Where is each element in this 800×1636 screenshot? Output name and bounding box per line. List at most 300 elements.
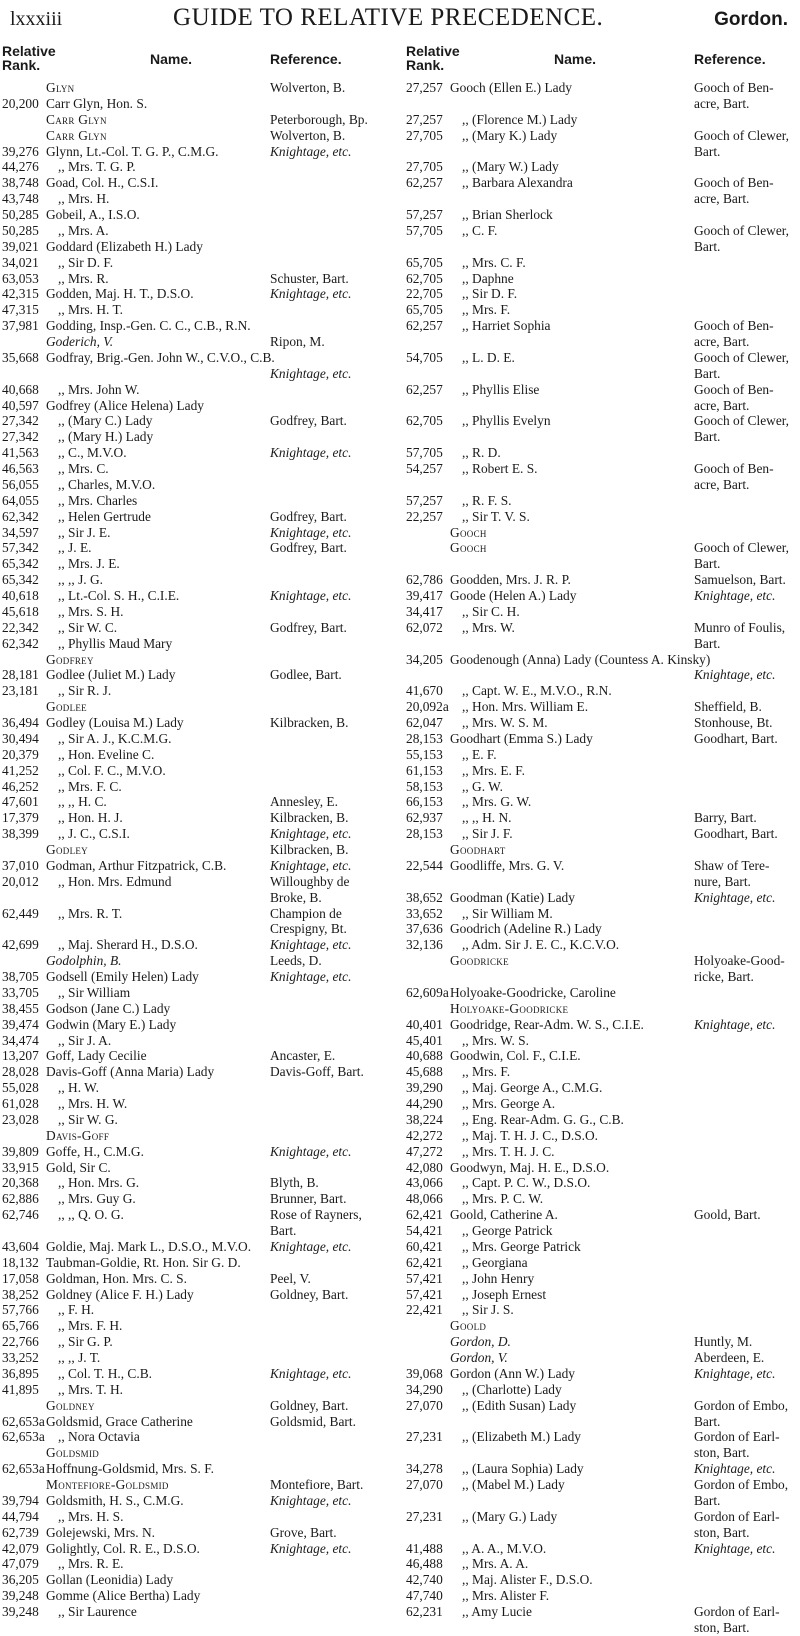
entry-reference: Barry, Bart. (694, 810, 757, 826)
list-item (2, 271, 397, 287)
list-item (2, 1064, 397, 1080)
relative-rank: 42,080 (406, 1159, 443, 1175)
list-item (2, 1572, 397, 1588)
list-item (2, 1461, 397, 1477)
relative-rank: 62,705 (406, 413, 443, 429)
relative-rank: 35,668 (2, 349, 39, 365)
list-item (406, 1271, 800, 1287)
list-item (406, 683, 800, 699)
entry-name: Goodricke (450, 953, 509, 969)
list-item (2, 80, 397, 96)
entry-reference: Knightage, etc. (694, 889, 776, 905)
list-item (2, 96, 397, 112)
entry-reference: Knightage, etc. (694, 667, 776, 683)
relative-rank: 34,290 (406, 1381, 443, 1397)
relative-rank: 23,181 (2, 683, 39, 699)
relative-rank: 40,401 (406, 1016, 443, 1032)
relative-rank: 57,342 (2, 540, 39, 556)
list-item (2, 1223, 397, 1239)
left-column (2, 44, 397, 1620)
list-item (2, 286, 397, 302)
list-item (406, 810, 800, 826)
entry-reference: Gooch of Clewer, (694, 540, 790, 556)
entry-name: Goold (450, 1318, 487, 1334)
list-item (2, 509, 397, 525)
entry-name: ,, Mrs. Alister F. (462, 1588, 550, 1604)
entry-name: ,, J. E. (58, 540, 92, 556)
entry-reference: Knightage, etc. (270, 1492, 352, 1508)
entry-name: Godman, Arthur Fitzpatrick, C.B. (46, 857, 227, 873)
list-item (2, 810, 397, 826)
list-item (406, 556, 800, 572)
list-item (406, 969, 800, 985)
relative-rank: 62,231 (406, 1604, 443, 1619)
list-item (406, 985, 800, 1001)
relative-rank: 62,047 (406, 715, 443, 730)
entry-name: ,, ,, H. C. (58, 794, 107, 810)
list-item (406, 1382, 800, 1398)
entry-reference: Kilbracken, B. (270, 810, 349, 826)
list-item (406, 461, 800, 477)
list-item (2, 604, 397, 620)
entry-reference: Shaw of Tere- (694, 857, 770, 873)
list-item (406, 874, 800, 890)
name-heading: Name. (554, 51, 597, 67)
entry-name: ,, Harriet Sophia (462, 318, 551, 334)
list-item (2, 429, 397, 445)
entry-name: Godfray, Brig.-Gen. John W., C.V.O., C.B. (46, 349, 275, 365)
entry-reference: Wolverton, B. (270, 80, 346, 95)
list-item (406, 906, 800, 922)
entry-name: ,, Maj. Sherard H., D.S.O. (58, 937, 198, 953)
relative-rank: 39,809 (2, 1143, 39, 1159)
list-item (2, 1160, 397, 1176)
list-item (406, 493, 800, 509)
entry-name: ,, Mrs. F. C. (58, 778, 122, 794)
relative-rank: 42,079 (2, 1540, 39, 1556)
list-item (2, 128, 397, 144)
list-item (406, 445, 800, 461)
entry-name: Goodenough (Anna) Lady (Countess A. Kinsky) (450, 651, 711, 667)
relative-rank: 37,636 (406, 921, 443, 937)
entry-name: ,, Sir T. V. S. (462, 508, 530, 524)
list-item (2, 191, 397, 207)
relative-rank: 27,070 (406, 1397, 443, 1413)
relative-rank: 22,544 (406, 857, 443, 873)
list-item (2, 1033, 397, 1049)
entry-reference: Bart. (694, 429, 721, 445)
list-item (406, 1175, 800, 1191)
list-item (406, 382, 800, 398)
list-item (406, 652, 800, 668)
entry-reference: Stonhouse, Bt. (694, 715, 773, 730)
list-item (2, 382, 397, 398)
entry-name: ,, Mrs. C. (58, 461, 109, 476)
entry-reference: Godfrey, Bart. (270, 413, 347, 429)
entry-name: ,, Maj. George A., C.M.G. (462, 1080, 603, 1096)
page-number: lxxxiii (10, 8, 63, 30)
entry-name: Carr Glyn, Hon. S. (46, 95, 148, 111)
relative-rank: 54,705 (406, 349, 443, 365)
relative-rank: 40,597 (2, 397, 39, 413)
entry-name: ,, Mrs. S. H. (58, 603, 124, 619)
relative-rank: 57,257 (406, 207, 443, 222)
entry-name: ,, Mrs. R. (58, 270, 109, 286)
relative-rank: 61,153 (406, 762, 443, 778)
entry-name: ,, Georgiana (462, 1254, 528, 1270)
entry-name: Godden, Maj. H. T., D.S.O. (46, 286, 194, 302)
relative-rank: 62,705 (406, 270, 443, 286)
relative-rank: 62,739 (2, 1524, 39, 1540)
relative-rank: 43,066 (406, 1175, 443, 1191)
entry-reference: Knightage, etc. (270, 937, 352, 953)
reference-heading: Reference. (694, 51, 766, 67)
entry-name: ,, Capt. W. E., M.V.O., R.N. (462, 683, 612, 699)
relative-rank: 62,746 (2, 1207, 39, 1223)
relative-rank: 38,399 (2, 826, 39, 842)
entry-reference: Bart. (694, 365, 721, 381)
list-item (2, 1429, 397, 1445)
entry-name: ,, Adm. Sir J. E. C., K.C.V.O. (462, 937, 620, 953)
entry-reference: Knightage, etc. (270, 1540, 352, 1556)
list-item (406, 1445, 800, 1461)
relative-rank: 39,794 (2, 1492, 39, 1508)
list-item (406, 350, 800, 366)
list-item (406, 921, 800, 937)
entry-reference: Gordon of Earl- (694, 1604, 780, 1619)
relative-rank: 62,653a (2, 1413, 45, 1429)
entry-name: Goodliffe, Mrs. G. V. (450, 857, 565, 873)
relative-rank: 54,257 (406, 461, 443, 476)
entry-name: Goad, Col. H., C.S.I. (46, 175, 159, 191)
relative-rank: 43,748 (2, 191, 39, 207)
list-item (406, 1477, 800, 1493)
entry-name: Godlee (46, 699, 87, 715)
list-item (406, 953, 800, 969)
relative-rank: 62,653a (2, 1429, 45, 1445)
entry-reference: Bart. (694, 143, 721, 159)
entry-name: ,, Mrs. John W. (58, 381, 140, 397)
relative-rank: 38,652 (406, 889, 443, 905)
relative-rank: 27,705 (406, 159, 443, 175)
list-item (2, 223, 397, 239)
name-heading: Name. (150, 51, 193, 67)
entry-reference: Knightage, etc. (270, 365, 352, 381)
relative-rank: 65,342 (2, 572, 39, 588)
entry-reference: Knightage, etc. (270, 286, 352, 302)
entry-reference: Crespigny, Bt. (270, 921, 347, 937)
list-item (406, 1144, 800, 1160)
entry-reference: Knightage, etc. (694, 1365, 776, 1381)
list-item (406, 1414, 800, 1430)
list-item (2, 921, 397, 937)
list-item (2, 1302, 397, 1318)
entry-reference: Leeds, D. (270, 953, 322, 969)
relative-rank: 44,290 (406, 1096, 443, 1111)
relative-rank: 65,705 (406, 302, 443, 318)
entry-name: Carr Glyn (46, 127, 107, 143)
list-item (2, 683, 397, 699)
page-header (0, 0, 800, 36)
entry-name: Glyn (46, 80, 75, 95)
entry-name: ,, (Mary C.) Lady (58, 413, 153, 429)
entry-name: Glynn, Lt.-Col. T. G. P., C.M.G. (46, 143, 219, 159)
entry-reference: acre, Bart. (694, 476, 750, 492)
list-item (406, 398, 800, 414)
entry-name: ,, Mrs. C. F. (462, 254, 526, 270)
entry-reference: Gordon of Embo, (694, 1477, 789, 1492)
relative-rank: 23,028 (2, 1111, 39, 1127)
list-item (2, 906, 397, 922)
right-column (406, 44, 800, 1636)
entry-name: ,, Sir C. H. (462, 603, 520, 619)
entry-name: ,, ,, H. N. (462, 810, 512, 826)
relative-rank: 46,252 (2, 778, 39, 794)
entry-reference: Knightage, etc. (270, 969, 352, 984)
entry-reference: Knightage, etc. (694, 1540, 776, 1556)
entry-name: ,, Sir W. G. (58, 1111, 118, 1127)
entry-name: ,, Mrs. W. S. (462, 1032, 529, 1048)
relative-rank: 58,153 (406, 778, 443, 794)
entry-name: ,, Helen Gertrude (58, 508, 151, 524)
list-item (406, 763, 800, 779)
entry-name: Goodridge, Rear-Adm. W. S., C.I.E. (450, 1016, 644, 1032)
list-item (2, 731, 397, 747)
relative-rank: 28,181 (2, 667, 39, 683)
list-item (406, 1572, 800, 1588)
entry-reference: Knightage, etc. (270, 445, 352, 461)
relative-rank: 50,285 (2, 222, 39, 238)
entry-reference: nure, Bart. (694, 873, 751, 889)
entry-reference: Godlee, Bart. (270, 667, 342, 683)
relative-rank: 28,028 (2, 1064, 39, 1080)
relative-rank: 22,421 (406, 1302, 443, 1318)
list-item (406, 890, 800, 906)
entry-reference: Samuelson, Bart. (694, 572, 786, 588)
list-item (406, 1556, 800, 1572)
entry-name: ,, Mrs. E. F. (462, 762, 525, 778)
entry-name: ,, A. A., M.V.O. (462, 1540, 547, 1556)
entry-name: ,, Mrs. H. S. (58, 1508, 124, 1524)
relative-rank: 40,688 (406, 1048, 443, 1064)
relative-rank: 62,421 (406, 1207, 443, 1223)
list-item (2, 636, 397, 652)
relative-rank: 36,895 (2, 1365, 39, 1381)
list-item (2, 1175, 397, 1191)
list-item (2, 1541, 397, 1557)
list-item (406, 572, 800, 588)
entry-reference: acre, Bart. (694, 191, 750, 207)
list-item (406, 1080, 800, 1096)
relative-rank: 44,794 (2, 1508, 39, 1524)
list-item (406, 588, 800, 604)
list-item (2, 302, 397, 318)
entry-reference: ricke, Bart. (694, 969, 754, 984)
relative-rank: 56,055 (2, 476, 39, 492)
relative-rank: 42,699 (2, 937, 39, 953)
list-item (406, 1033, 800, 1049)
entry-name: ,, John Henry (462, 1270, 535, 1286)
entry-reference: Willoughby de (270, 873, 350, 889)
left-entries (2, 80, 397, 1620)
entry-reference: Knightage, etc. (694, 1016, 776, 1032)
section-heading: Gordon. (714, 9, 788, 30)
list-item (2, 1445, 397, 1461)
entry-name: ,, (Laura Sophia) Lady (462, 1461, 584, 1477)
entry-name: ,, Robert E. S. (462, 461, 538, 476)
entry-name: Goodwyn, Maj. H. E., D.S.O. (450, 1159, 610, 1175)
list-item (2, 1318, 397, 1334)
list-item (2, 1350, 397, 1366)
entry-name: Gooch (450, 540, 487, 556)
relative-rank: 28,153 (406, 826, 443, 842)
entry-name: Goldsmid, Grace Catherine (46, 1413, 193, 1429)
entry-reference: Bart. (270, 1223, 297, 1238)
list-item (406, 80, 800, 96)
entry-name: ,, Nora Octavia (58, 1429, 140, 1445)
list-item (2, 652, 397, 668)
relative-rank: 34,474 (2, 1032, 39, 1048)
relative-rank: 54,421 (406, 1223, 443, 1238)
list-item (2, 985, 397, 1001)
list-item (406, 318, 800, 334)
entry-name: ,, Mrs. T. H. (58, 1381, 123, 1397)
relative-rank: 39,474 (2, 1016, 39, 1032)
list-item (2, 620, 397, 636)
entry-reference: Peterborough, Bp. (270, 111, 368, 127)
list-item (2, 1398, 397, 1414)
list-item (406, 1461, 800, 1477)
entry-name: ,, Sir R. J. (58, 683, 112, 699)
list-item (2, 1493, 397, 1509)
entry-name: ,, (Mary W.) Lady (462, 159, 559, 175)
list-item (2, 1287, 397, 1303)
entry-name: ,, Mrs. George Patrick (462, 1238, 581, 1254)
relative-rank: 62,653a (2, 1461, 45, 1477)
entry-name: ,, Mrs. A. A. (462, 1556, 529, 1572)
list-item (406, 1493, 800, 1509)
relative-rank: 42,740 (406, 1572, 443, 1588)
entry-name: ,, (Florence M.) Lady (462, 111, 578, 127)
relative-rank: 48,066 (406, 1191, 443, 1207)
list-item (2, 112, 397, 128)
entry-reference: Montefiore, Bart. (270, 1477, 364, 1492)
list-item (406, 1096, 800, 1112)
list-item (2, 350, 397, 366)
entry-reference: Champion de (270, 905, 342, 921)
list-item (406, 620, 800, 636)
relative-rank: 45,688 (406, 1064, 443, 1080)
entry-reference: Blyth, B. (270, 1175, 319, 1191)
relative-rank: 34,597 (2, 524, 39, 540)
entry-name: Goddard (Elizabeth H.) Lady (46, 238, 203, 254)
list-item (2, 937, 397, 953)
relative-rank: 50,285 (2, 207, 39, 222)
entry-name: ,, Barbara Alexandra (462, 175, 573, 191)
entry-name: ,, Sir D. F. (58, 254, 114, 270)
list-item (2, 794, 397, 810)
list-item (2, 1128, 397, 1144)
entry-name: ,, Mrs. George A. (462, 1096, 556, 1111)
list-item (406, 937, 800, 953)
list-item (2, 1366, 397, 1382)
entry-name: Gordon (Ann W.) Lady (450, 1365, 575, 1381)
entry-name: ,, Daphne (462, 270, 514, 286)
list-item (406, 477, 800, 493)
entry-reference: acre, Bart. (694, 334, 750, 349)
entry-reference: Brunner, Bart. (270, 1191, 347, 1207)
entry-name: ,, Hon. Mrs. Edmund (58, 873, 172, 889)
list-item (406, 1064, 800, 1080)
list-item (2, 588, 397, 604)
entry-reference: Annesley, E. (270, 794, 338, 810)
entry-reference: Gooch of Ben- (694, 461, 774, 476)
entry-name: Hoffnung-Goldsmid, Mrs. S. F. (46, 1461, 214, 1477)
list-item (2, 667, 397, 683)
relative-rank: 38,705 (2, 969, 39, 984)
list-item (2, 525, 397, 541)
relative-rank: 62,886 (2, 1191, 39, 1207)
entry-name: Davis-Goff (46, 1127, 110, 1143)
list-item (406, 604, 800, 620)
list-item (2, 334, 397, 350)
entry-reference: Gordon of Embo, (694, 1397, 789, 1413)
entry-reference: Ancaster, E. (270, 1048, 336, 1064)
entry-name: ,, Sir William (58, 984, 131, 1000)
entry-name: ,, (Mary K.) Lady (462, 127, 558, 143)
entry-name: ,, (Mary H.) Lady (58, 429, 154, 445)
entry-name: ,, Sir A. J., K.C.M.G. (58, 730, 172, 746)
relative-rank: 47,601 (2, 794, 39, 810)
list-item (2, 699, 397, 715)
entry-name: Carr Glyn (46, 111, 107, 127)
relative-rank: 42,315 (2, 286, 39, 302)
entry-name: ,, Mrs. W. S. M. (462, 715, 548, 730)
list-item (2, 318, 397, 334)
relative-rank: 62,257 (406, 175, 443, 191)
list-item (406, 1334, 800, 1350)
list-item (406, 842, 800, 858)
relative-rank: 27,342 (2, 413, 39, 429)
entry-name: ,, Sir William M. (462, 905, 553, 921)
entry-reference: Godfrey, Bart. (270, 540, 347, 556)
entry-name: Montefiore-Goldsmid (46, 1477, 169, 1492)
entry-reference: ston, Bart. (694, 1445, 750, 1461)
relative-rank: 47,315 (2, 302, 39, 318)
list-item (2, 1096, 397, 1112)
relative-rank: 39,021 (2, 238, 39, 254)
entry-name: Godson (Jane C.) Lady (46, 1000, 171, 1016)
list-item (406, 1525, 800, 1541)
entry-name: Goodrich (Adeline R.) Lady (450, 921, 602, 937)
relative-rank: 63,053 (2, 270, 39, 286)
relative-rank: 33,705 (2, 984, 39, 1000)
entry-name: ,, Sir J. E. (58, 524, 111, 540)
relative-rank: 34,417 (406, 603, 443, 619)
entry-name: ,, Mrs. R. E. (58, 1556, 124, 1572)
relative-rank: 40,618 (2, 588, 39, 603)
relative-rank: 18,132 (2, 1254, 39, 1270)
relative-rank: 55,153 (406, 746, 443, 762)
list-item (406, 207, 800, 223)
entry-name: ,, Col. T. H., C.B. (58, 1365, 152, 1381)
entry-reference: Gooch of Ben- (694, 80, 774, 95)
entry-name: Goldie, Maj. Mark L., D.S.O., M.V.O. (46, 1238, 252, 1254)
relative-rank: 20,200 (2, 95, 39, 111)
relative-rank: 62,342 (2, 508, 39, 524)
entry-name: ,, Mrs. Guy G. (58, 1191, 136, 1207)
list-item (2, 556, 397, 572)
